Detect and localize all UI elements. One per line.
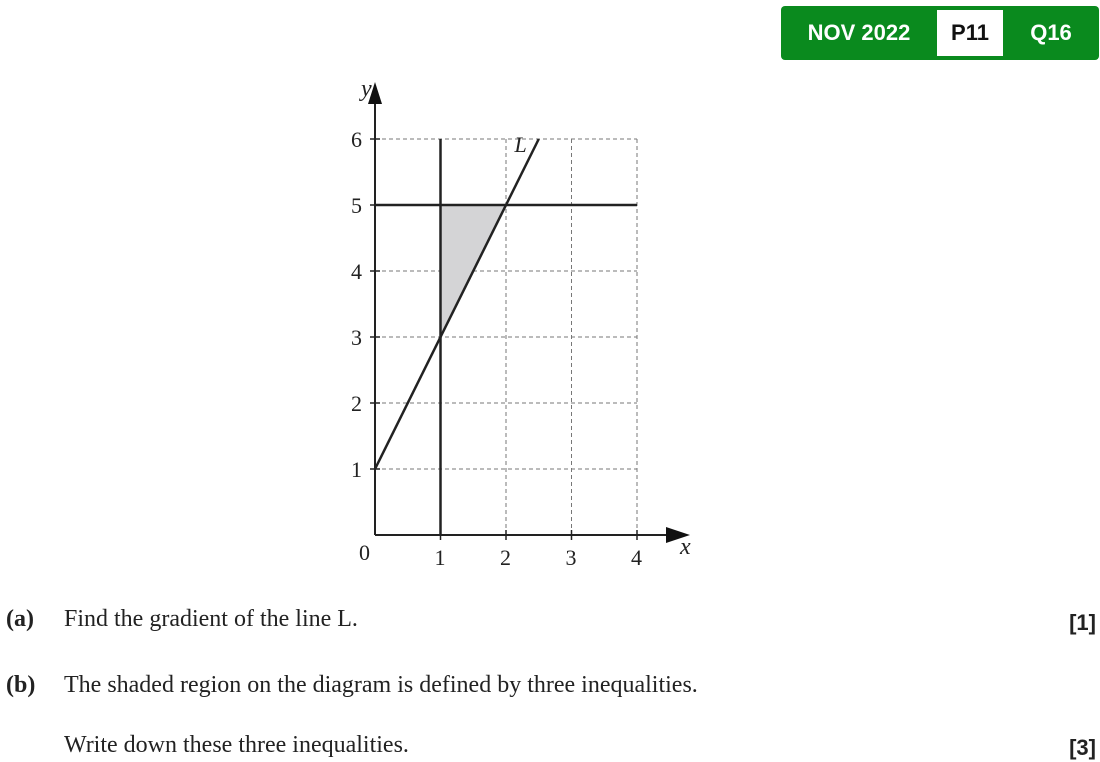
y-tick-label-2: 2 xyxy=(351,391,362,416)
x-tick-label-1: 1 xyxy=(434,545,446,570)
question-a-text: Find the gradient of the line L. xyxy=(64,606,358,632)
line-L-label: L xyxy=(514,132,527,158)
axes xyxy=(368,82,690,543)
question-b-label: (b) xyxy=(6,672,36,698)
question-a-marks: [1] xyxy=(1069,610,1096,635)
question-b xyxy=(6,672,698,699)
paper-number-label: P11 xyxy=(937,10,1003,56)
question-b-marks: [3] xyxy=(1069,735,1096,760)
y-tick-label-5: 5 xyxy=(351,193,362,218)
y-axis-label: y xyxy=(361,76,372,102)
question-a-label: (a) xyxy=(6,606,34,632)
x-tick-label-4: 4 xyxy=(631,545,642,570)
line-L xyxy=(375,139,539,469)
x-tick-label-2: 2 xyxy=(500,545,511,570)
y-tick-label-3: 3 xyxy=(351,325,362,350)
question-b-text: The shaded region on the diagram is defined by three inequalities. xyxy=(64,672,698,698)
exam-session-label: NOV 2022 xyxy=(807,20,911,45)
y-tick-label-1: 1 xyxy=(351,457,362,482)
tick-marks xyxy=(370,139,637,540)
question-number-label: Q16 xyxy=(1030,20,1072,45)
dashed-grid xyxy=(375,139,637,535)
tick-labels xyxy=(351,127,642,570)
x-tick-label-3: 3 xyxy=(565,545,577,570)
y-tick-label-4: 4 xyxy=(351,259,362,284)
y-tick-label-6: 6 xyxy=(351,127,362,152)
question-b-instruction: Write down these three inequalities. xyxy=(64,732,409,758)
origin-label: 0 xyxy=(359,540,370,565)
x-axis-label: x xyxy=(680,534,691,560)
question-a xyxy=(6,606,358,633)
